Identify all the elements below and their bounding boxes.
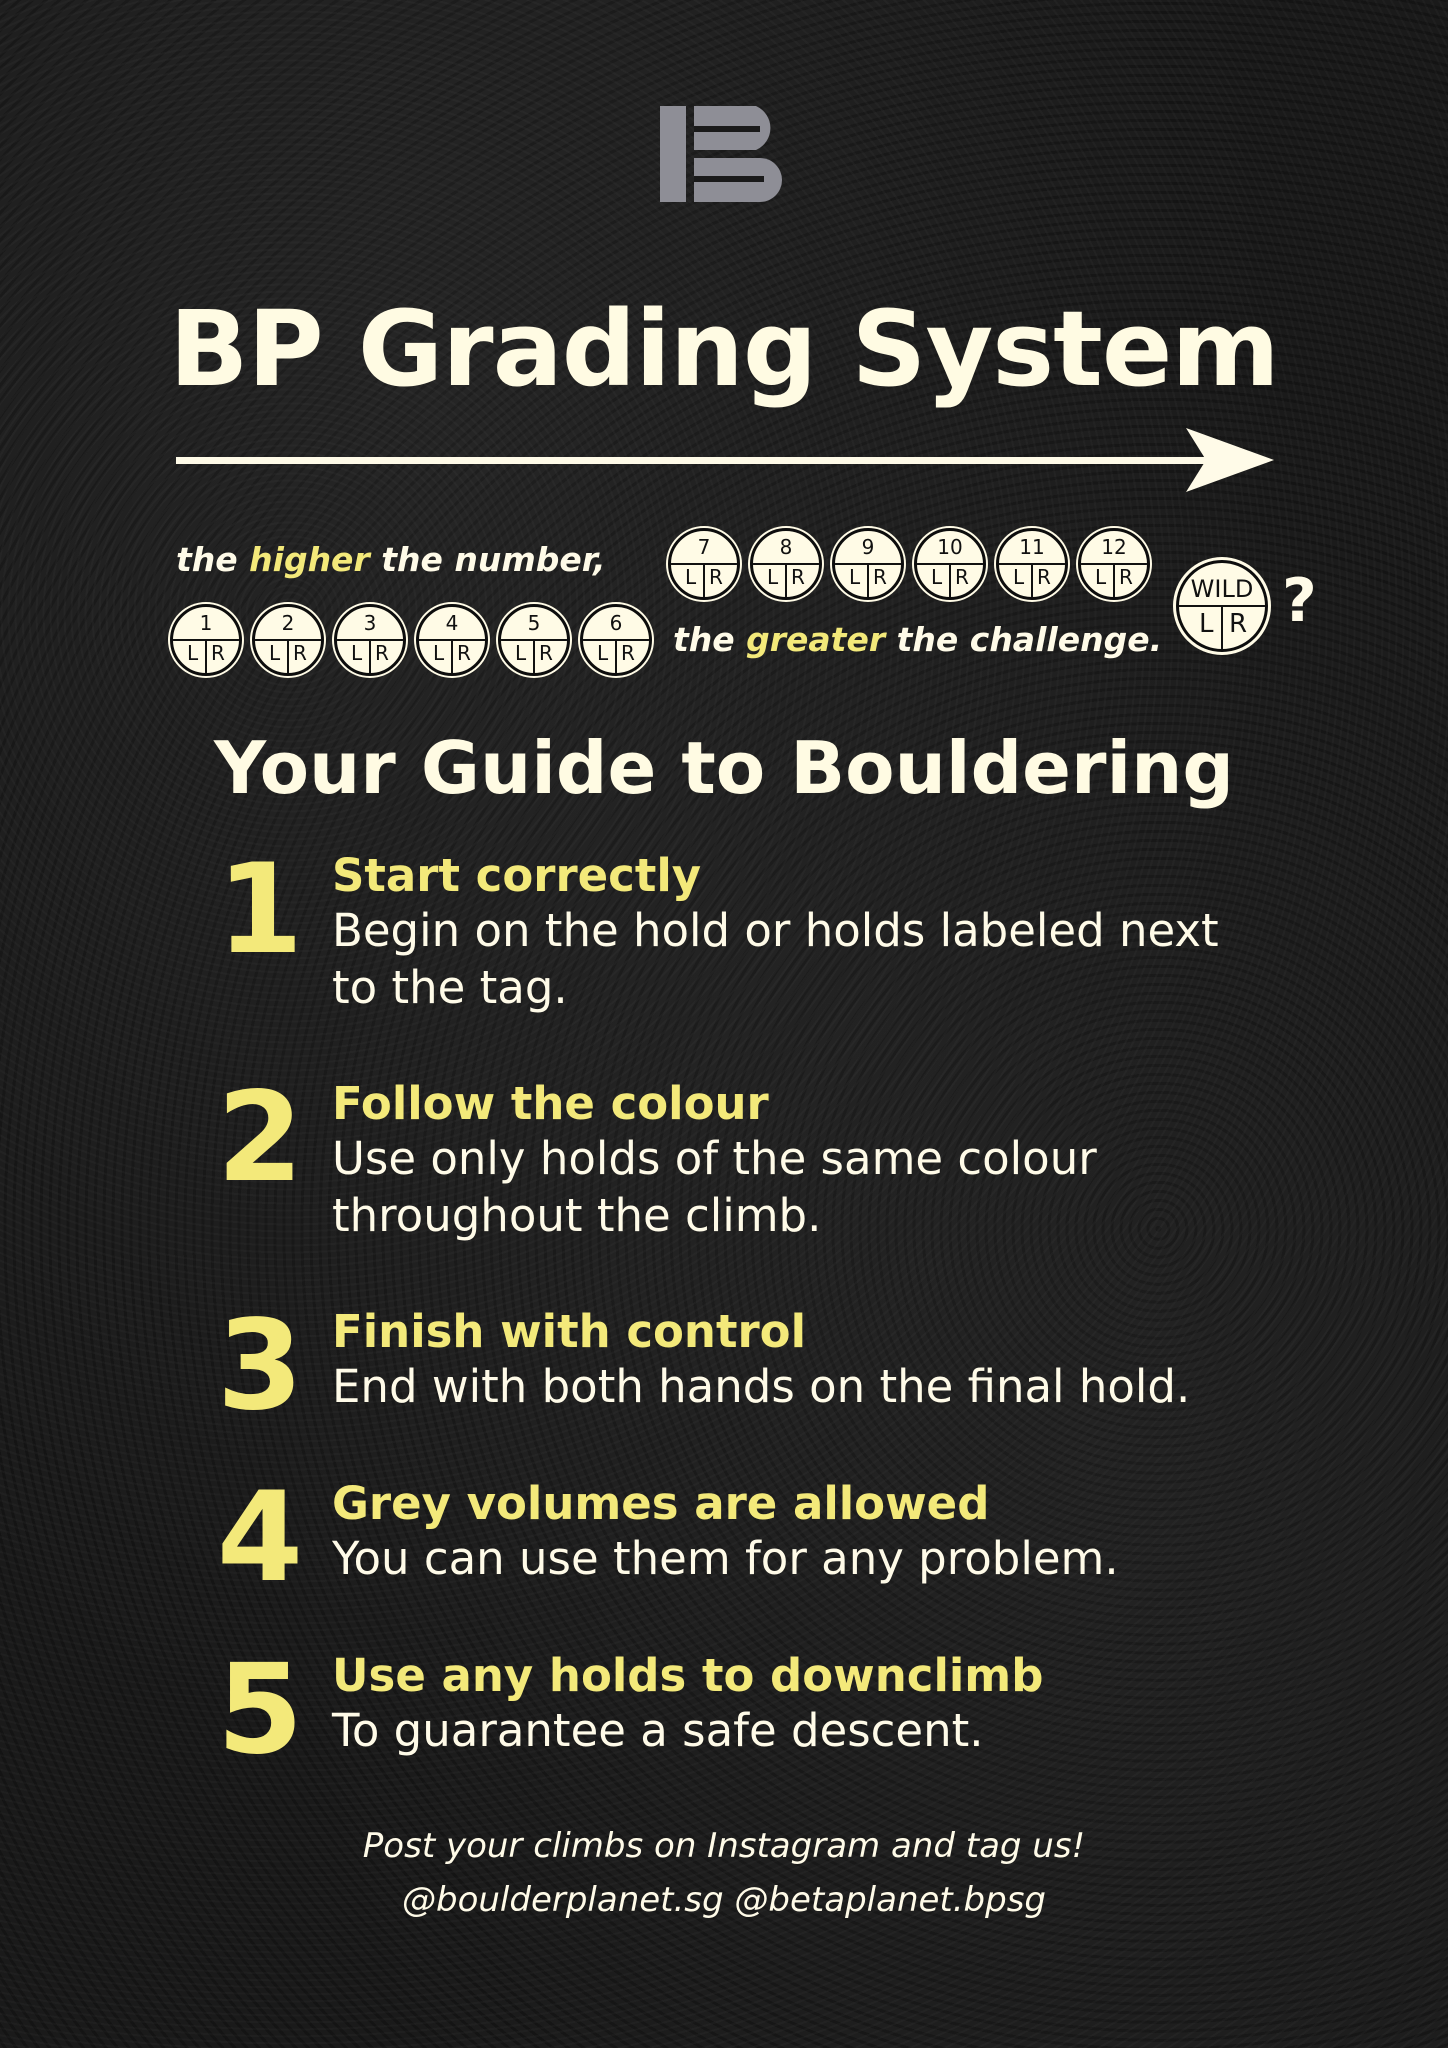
rule-body: Begin on the hold or holds labeled next to the tag.: [332, 904, 1219, 1014]
left-hand-label: L: [685, 565, 697, 589]
grade-badge: [252, 604, 324, 676]
right-hand-label: R: [457, 641, 471, 665]
right-hand-label: R: [1119, 565, 1133, 589]
right-hand-label: R: [1229, 609, 1248, 639]
right-hand-label: R: [293, 641, 307, 665]
arrow-right-icon: [176, 420, 1274, 500]
rule-body: End with both hands on the final hold.: [332, 1360, 1191, 1413]
grade-number: 6: [609, 611, 623, 635]
right-hand-label: R: [375, 641, 389, 665]
right-hand-label: R: [791, 565, 805, 589]
grade-badge: [334, 604, 406, 676]
left-hand-label: L: [849, 565, 861, 589]
question-mark: ?: [1282, 566, 1317, 636]
grade-number: 1: [199, 611, 213, 635]
tagline-bottom: the greater the challenge.: [673, 620, 1163, 659]
grade-number: 7: [697, 535, 711, 559]
right-hand-label: R: [873, 565, 887, 589]
grade-badge: [668, 528, 740, 600]
grade-badge: [832, 528, 904, 600]
guide-subtitle: Your Guide to Bouldering: [214, 726, 1234, 810]
rule-number: 5: [216, 1638, 304, 1782]
footer-handles[interactable]: @boulderplanet.sg @betaplanet.bpsg: [401, 1880, 1047, 1920]
rule-number: 3: [216, 1294, 304, 1438]
rule-heading: Use any holds to downclimb: [332, 1649, 1044, 1702]
rule-number: 2: [216, 1066, 304, 1210]
rule-heading: Follow the colour: [332, 1077, 769, 1130]
rule-number: 1: [216, 838, 304, 982]
rule-heading: Finish with control: [332, 1305, 806, 1358]
right-hand-label: R: [709, 565, 723, 589]
rule-heading: Grey volumes are allowed: [332, 1477, 990, 1530]
rule-body: To guarantee a safe descent.: [332, 1704, 984, 1757]
grade-number: 4: [445, 611, 459, 635]
page-title: BP Grading System: [169, 288, 1279, 410]
grade-number: 5: [527, 611, 541, 635]
left-hand-label: L: [351, 641, 363, 665]
tagline-highlight: higher: [249, 540, 370, 579]
grade-badge: [914, 528, 986, 600]
grade-badge: [580, 604, 652, 676]
left-hand-label: L: [1199, 609, 1214, 639]
rule-number: 4: [216, 1466, 304, 1610]
right-hand-label: R: [211, 641, 225, 665]
grade-badge: [416, 604, 488, 676]
left-hand-label: L: [433, 641, 445, 665]
left-hand-label: L: [515, 641, 527, 665]
left-hand-label: L: [597, 641, 609, 665]
grade-badge: [996, 528, 1068, 600]
grade-badge: [1078, 528, 1150, 600]
grade-number: 9: [861, 535, 875, 559]
left-hand-label: L: [269, 641, 281, 665]
right-hand-label: R: [1037, 565, 1051, 589]
tagline-top: the higher the number,: [176, 540, 606, 579]
grade-number: 10: [937, 535, 963, 559]
grade-badge: [498, 604, 570, 676]
footer-instagram-prompt: Post your climbs on Instagram and tag us!: [362, 1826, 1086, 1866]
left-hand-label: L: [187, 641, 199, 665]
right-hand-label: R: [955, 565, 969, 589]
grade-number: 12: [1101, 535, 1127, 559]
right-hand-label: R: [539, 641, 553, 665]
grade-number: 11: [1019, 535, 1045, 559]
wild-grade-badge: [1176, 560, 1268, 652]
left-hand-label: L: [931, 565, 943, 589]
rule-body: Use only holds of the same colour throughout the climb.: [332, 1132, 1097, 1242]
left-hand-label: L: [1095, 565, 1107, 589]
grade-badge: [750, 528, 822, 600]
grade-number: 2: [281, 611, 295, 635]
rule-body: You can use them for any problem.: [332, 1532, 1119, 1585]
bp-logo-icon: [660, 106, 786, 202]
left-hand-label: L: [767, 565, 779, 589]
rule-heading: Start correctly: [332, 849, 702, 902]
right-hand-label: R: [621, 641, 635, 665]
grade-number: 8: [779, 535, 793, 559]
grade-badge: [170, 604, 242, 676]
tagline-highlight: greater: [746, 620, 886, 659]
left-hand-label: L: [1013, 565, 1025, 589]
grade-number: 3: [363, 611, 377, 635]
wild-label: WILD: [1190, 575, 1254, 603]
